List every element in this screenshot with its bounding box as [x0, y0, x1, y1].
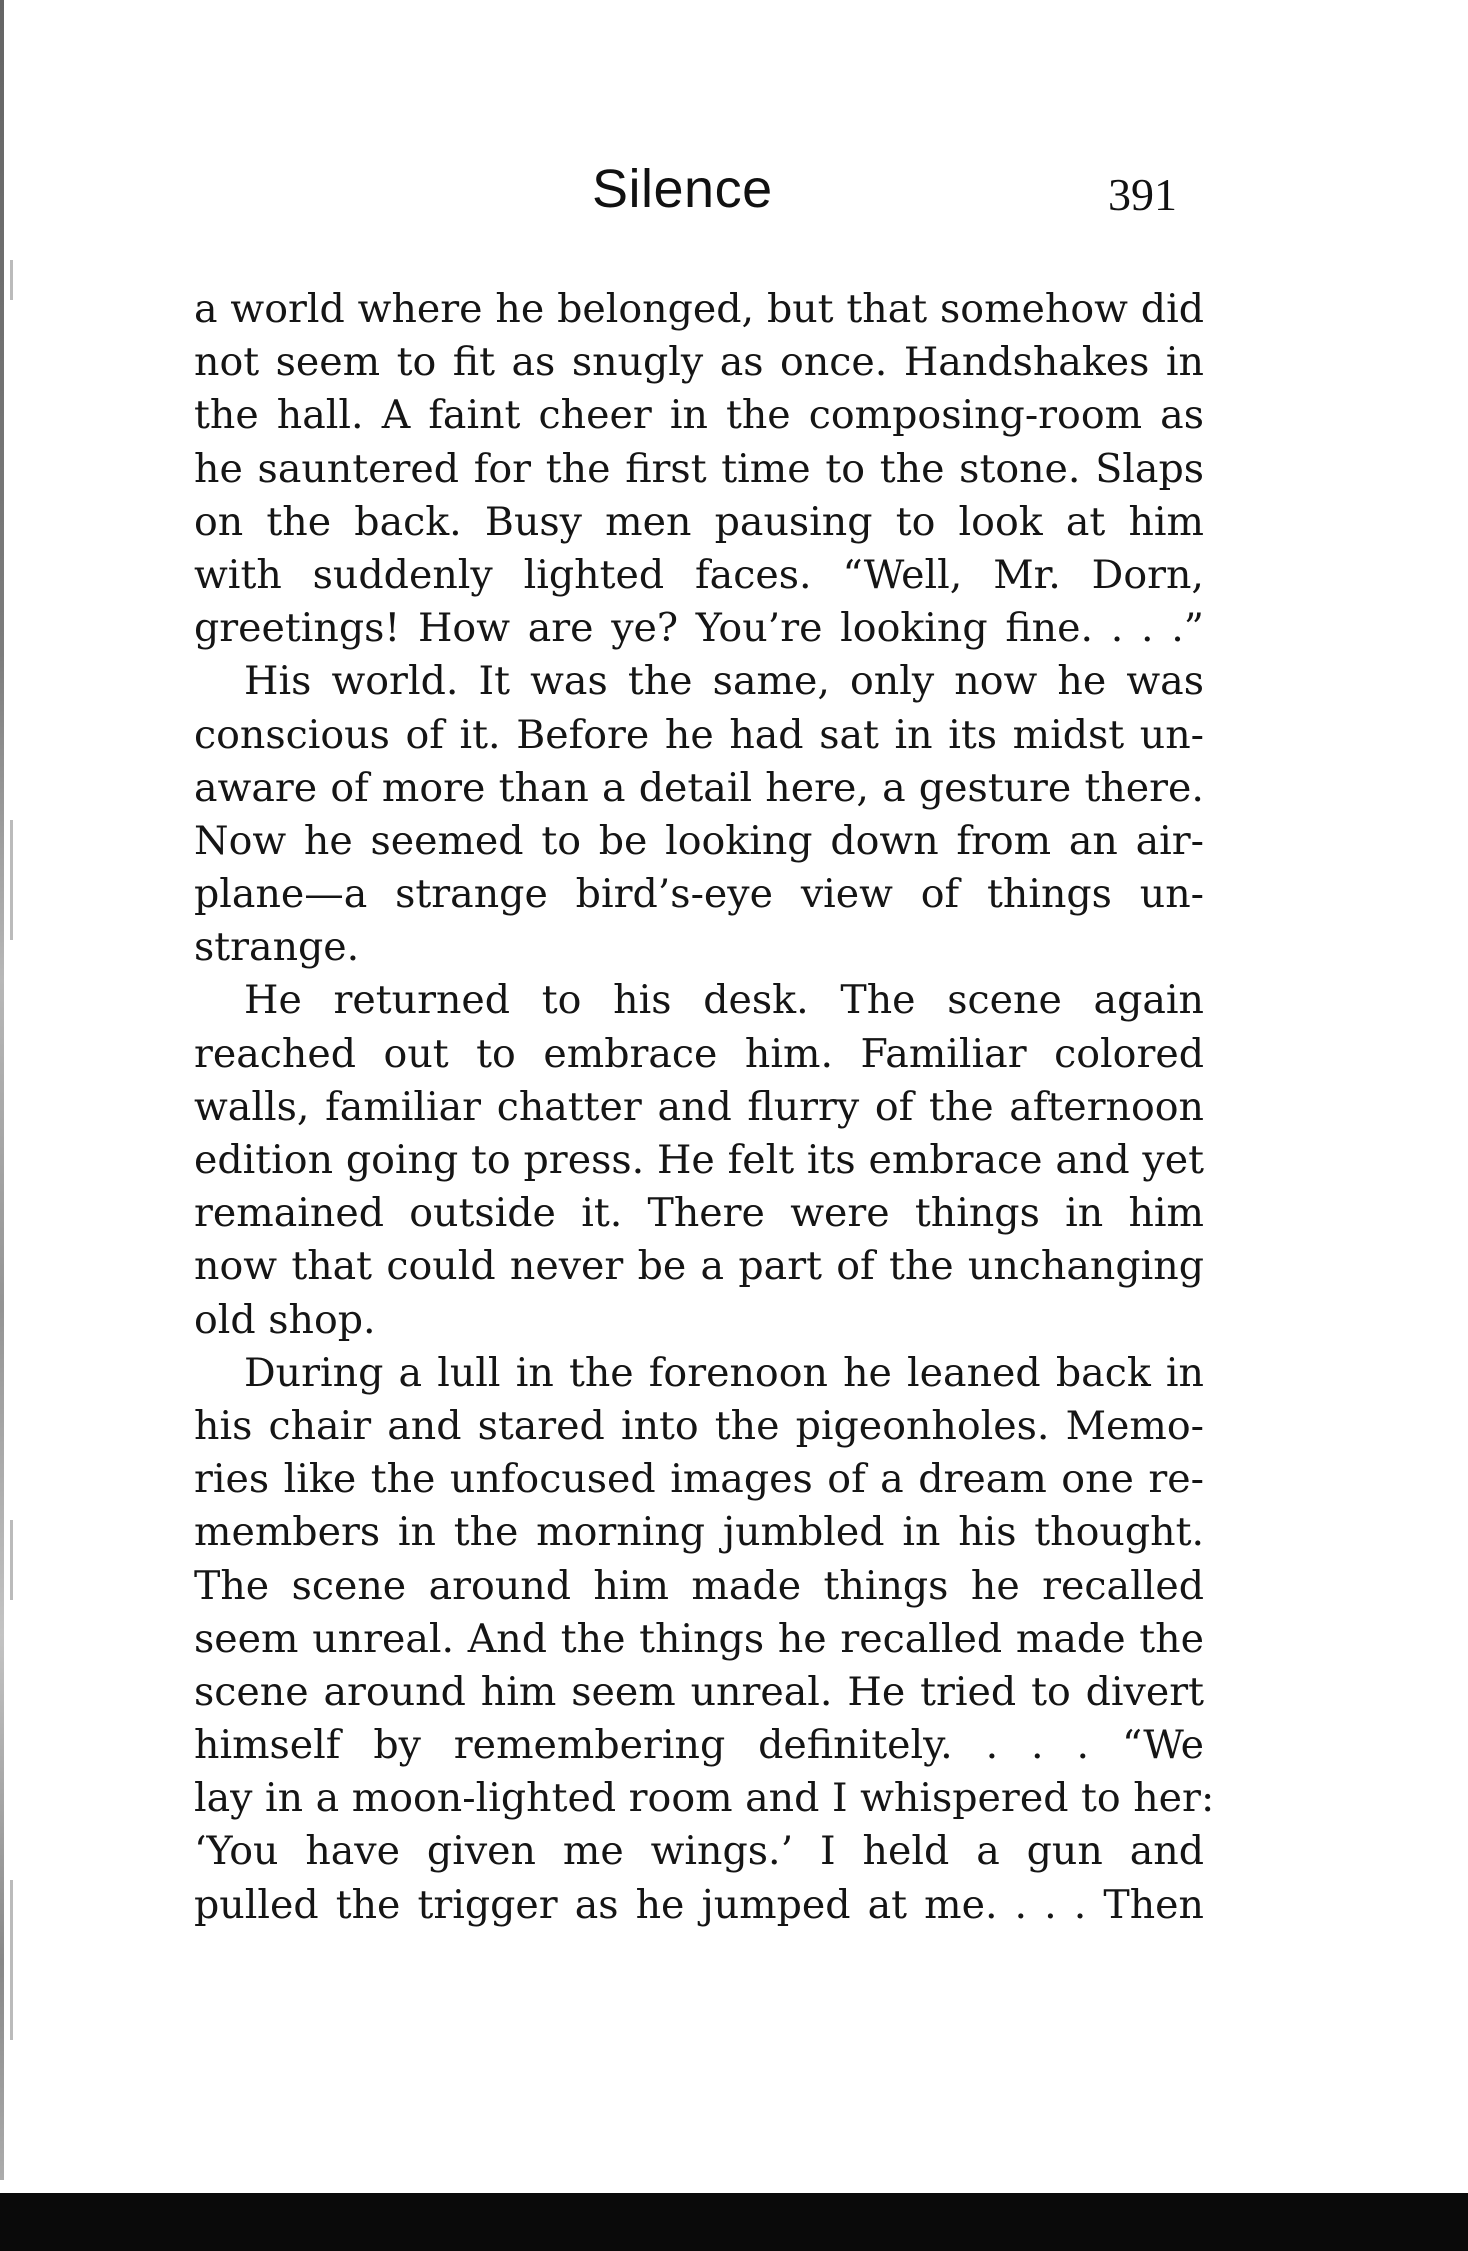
text-line: seem unreal. And the things he recalled made the [194, 1615, 1204, 1662]
scan-bottom-edge [0, 2193, 1468, 2251]
text-line: ‘You have given me wings.’ I held a gun and [194, 1828, 1204, 1875]
scan-speck [10, 1520, 13, 1600]
text-line: on the back. Busy men pausing to look at him [194, 498, 1204, 545]
text-line: strange. [194, 924, 360, 971]
body-text [194, 283, 1215, 1932]
text-line: walls, familiar chatter and flurry of the afternoon [194, 1083, 1204, 1130]
text-line: edition going to press. He felt its embrace and yet [194, 1137, 1204, 1183]
text-line: members in the morning jumbled in his thought. [194, 1509, 1204, 1556]
scan-speck [10, 260, 13, 300]
text-line: reached out to embrace him. Familiar colored [194, 1030, 1204, 1077]
scan-speck [10, 1880, 13, 2040]
text-line: He returned to his desk. The scene again [244, 977, 1204, 1024]
text-line: remained outside it. There were things in him [194, 1190, 1204, 1237]
running-head [0, 150, 1468, 230]
text-line: pulled the trigger as he jumped at me. . . . Then [194, 1881, 1204, 1928]
text-line: His world. It was the same, only now he was [244, 658, 1204, 705]
page-number: 391 [1108, 169, 1177, 220]
text-line: the hall. A faint cheer in the composing-room as [194, 392, 1204, 439]
scan-speck [10, 820, 13, 940]
text-line: The scene around him made things he recalled [194, 1562, 1204, 1609]
text-line: old shop. [194, 1296, 376, 1343]
text-line: a world where he belonged, but that somehow did [194, 286, 1204, 332]
text-line: he sauntered for the first time to the stone. Slaps [194, 445, 1204, 492]
text-line: plane—a strange bird’s-eye view of things un- [194, 871, 1204, 918]
text-line: with suddenly lighted faces. “Well, Mr. Dorn, [194, 551, 1204, 598]
text-line: now that could never be a part of the unchanging [194, 1243, 1204, 1290]
text-line: greetings! How are ye? You’re looking fine. . . .” [194, 605, 1204, 652]
text-line: his chair and stared into the pigeonholes. Memo- [194, 1402, 1204, 1449]
text-line: ries like the unfocused images of a dream one re- [194, 1456, 1204, 1503]
text-line: aware of more than a detail here, a gesture there. [194, 764, 1204, 811]
text-line: scene around him seem unreal. He tried to divert [194, 1668, 1204, 1715]
text-line: Now he seemed to be looking down from an air- [194, 817, 1204, 864]
text-line: During a lull in the forenoon he leaned back in [244, 1349, 1204, 1396]
text-line: conscious of it. Before he had sat in its midst un- [194, 711, 1204, 758]
text-line: himself by remembering definitely. . . . “We [194, 1722, 1204, 1769]
text-line: not seem to fit as snugly as once. Handshakes in [194, 339, 1204, 386]
text-line: lay in a moon-lighted room and I whispered to her: [194, 1775, 1215, 1822]
page-title: Silence [592, 159, 773, 219]
page-gutter-edge [0, 0, 4, 2180]
